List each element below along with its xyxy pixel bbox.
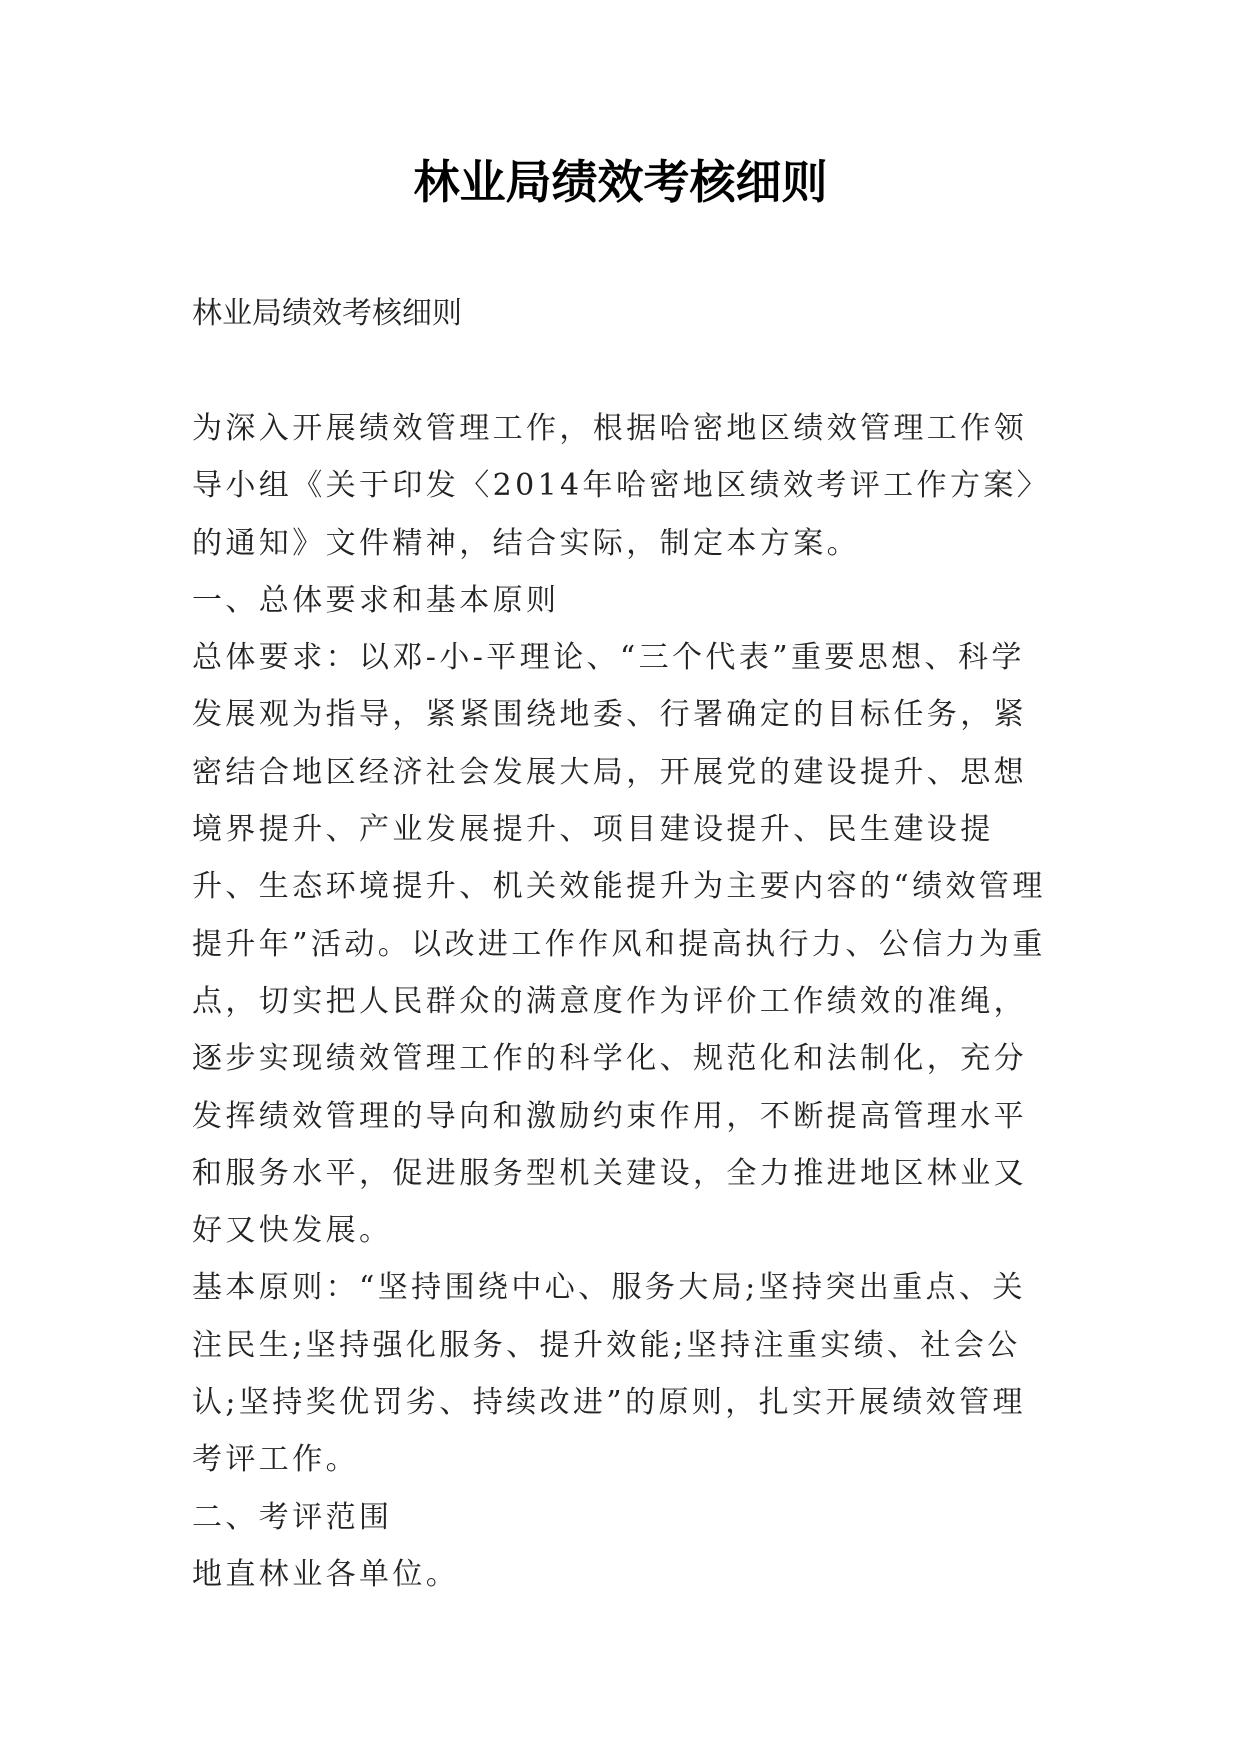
paragraph-scope: 地直林业各单位。 bbox=[192, 1556, 460, 1592]
document-title: 林业局绩效考核细则 bbox=[413, 155, 828, 209]
paragraph-intro: 为深入开展绩效管理工作，根据哈密地区绩效管理工作领导小组《关于印发〈2014年哈密地区绩效考评工作方案〉的通知》文件精神，结合实际，制定本方案。 bbox=[192, 411, 1051, 561]
document-body bbox=[192, 400, 1052, 1603]
paragraph-general-requirements: 总体要求：以邓-小-平理论、“三个代表”重要思想、科学发展观为指导，紧紧围绕地委、行署确定的目标任务，紧密结合地区经济社会发展大局，开展党的建设提升、思想境界提升、产业发展提升、项目建设提升、民生建设提升、生态环境提升、机关效能提升为主要内容的“绩效管理提升年”活动。以改进工作作风和提高执行力、公信力为重点，切实把人民群众的满意度作为评价工作绩效的准绳，逐步实现绩效管理工作的科学化、规范化和法制化，充分发挥绩效管理的导向和激励约束作用，不断提高管理水平和服务水平，促进服务型机关建设，全力推进地区林业又好又快发展。 bbox=[192, 640, 1046, 1249]
section-heading-1: 一、总体要求和基本原则 bbox=[192, 582, 560, 618]
section-heading-2: 二、考评范围 bbox=[192, 1499, 393, 1535]
document-subtitle: 林业局绩效考核细则 bbox=[192, 296, 462, 331]
paragraph-basic-principles: 基本原则：“坚持围绕中心、服务大局;坚持突出重点、关注民生;坚持强化服务、提升效能;坚持注重实绩、社会公认;坚持奖优罚劣、持续改进”的原则，扎实开展绩效管理考评工作。 bbox=[192, 1270, 1026, 1478]
